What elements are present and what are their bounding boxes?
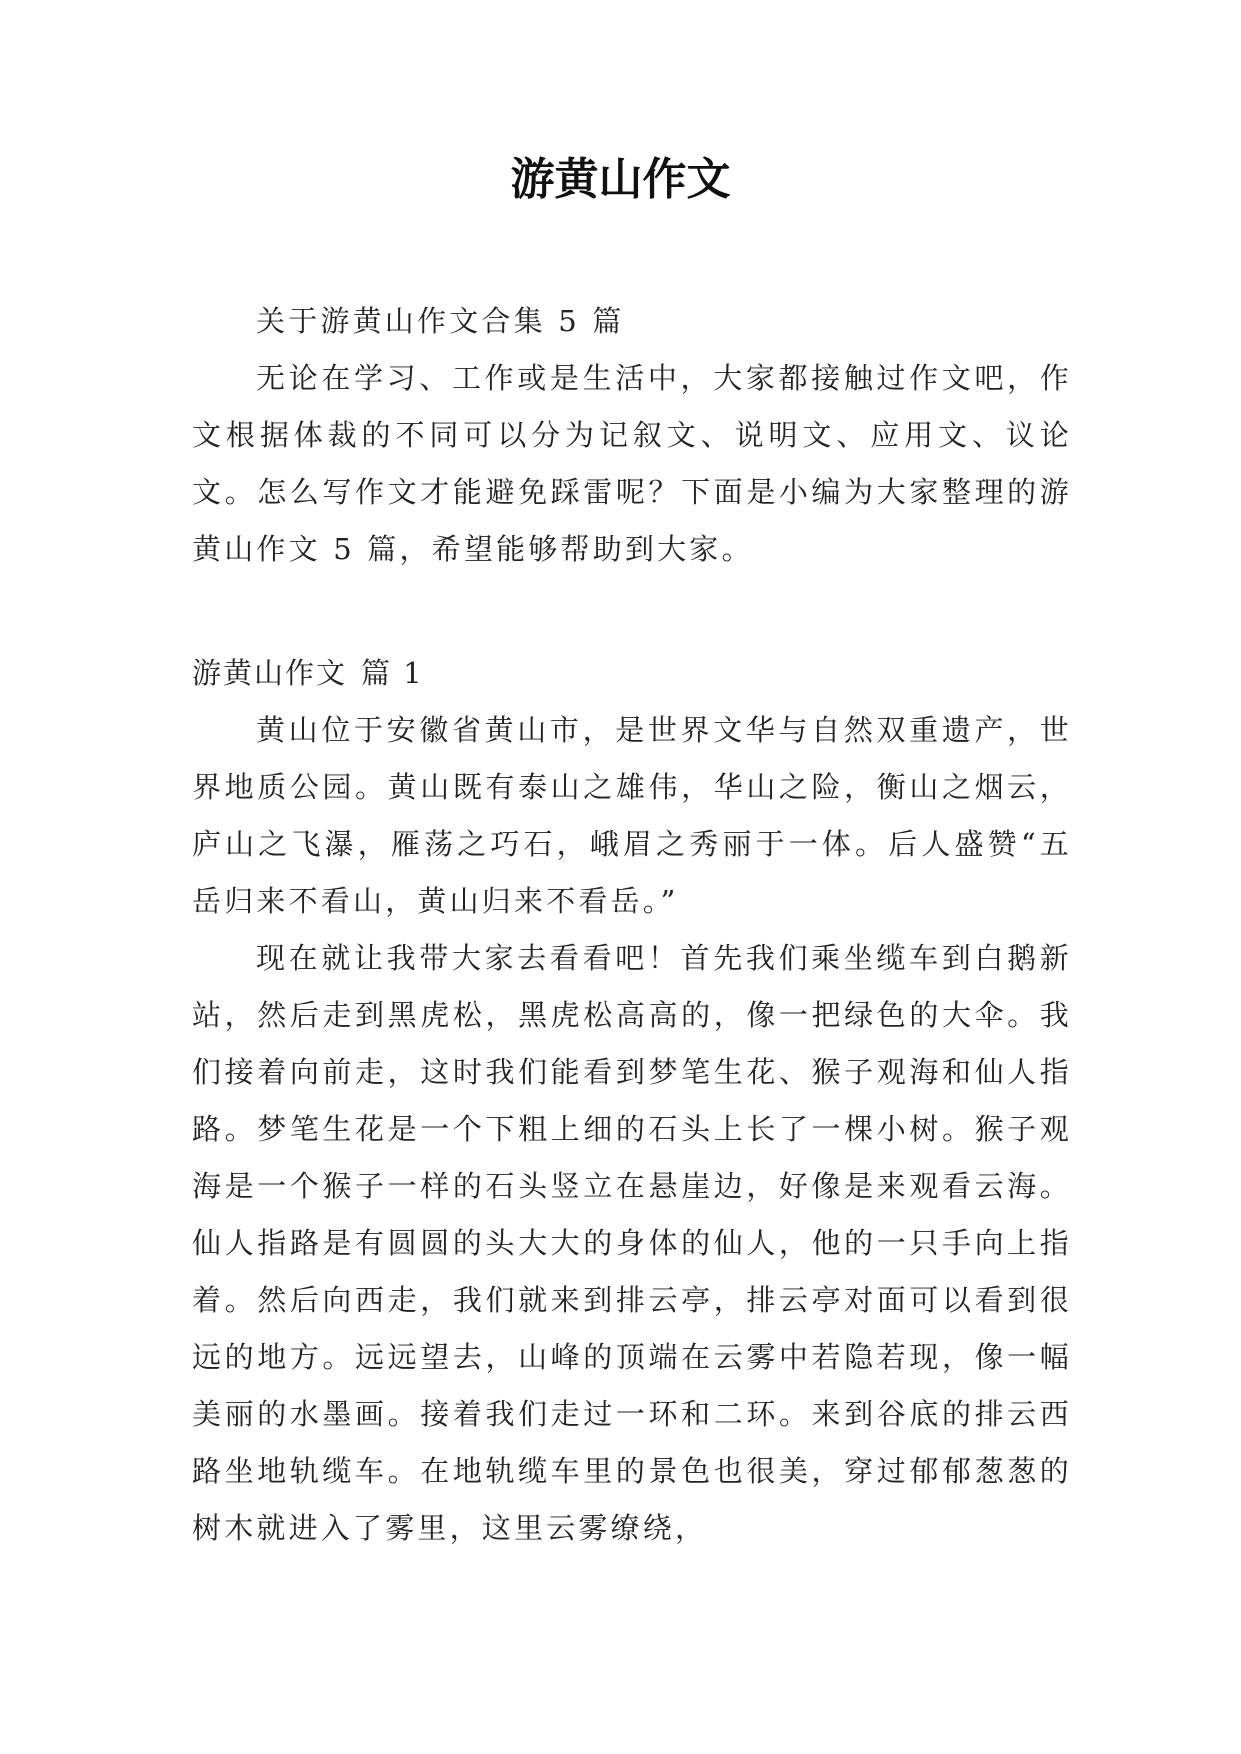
section-heading-title: 游黄山作文	[192, 656, 348, 690]
section-paragraph: 黄山位于安徽省黄山市，是世界文华与自然双重遗产，世界地质公园。黄山既有泰山之雄伟，华山之险，衡山之烟云，庐山之飞瀑，雁荡之巧石，峨眉之秀丽于一体。后人盛赞“五岳归来不看山，黄山归来不看岳。”	[192, 713, 1072, 918]
intro-subtitle: 关于游黄山作文合集 5 篇	[256, 304, 625, 338]
section-1	[192, 645, 1072, 1557]
section-heading	[192, 645, 1072, 702]
section-paragraph: 现在就让我带大家去看看吧！首先我们乘坐缆车到白鹅新站，然后走到黑虎松，黑虎松高高的，像一把绿色的大伞。我们接着向前走，这时我们能看到梦笔生花、猴子观海和仙人指路。梦笔生花是一个下粗上细的石头上长了一棵小树。猴子观海是一个猴子一样的石头竖立在悬崖边，好像是来观看云海。仙人指路是有圆圆的头大大的身体的仙人，他的一只手向上指着。然后向西走，我们就来到排云亭，排云亭对面可以看到很远的地方。远远望去，山峰的顶端在云雾中若隐若现，像一幅美丽的水墨画。接着我们走过一环和二环。来到谷底的排云西路坐地轨缆车。在地轨缆车里的景色也很美，穿过郁郁葱葱的树木就进入了雾里，这里云雾缭绕，	[192, 941, 1072, 1545]
section-heading-number: 篇 1	[361, 656, 424, 690]
document-title: 游黄山作文	[510, 154, 731, 205]
intro-paragraph: 无论在学习、工作或是生活中，大家都接触过作文吧，作文根据体裁的不同可以分为记叙文、说明文、应用文、议论文。怎么写作文才能避免踩雷呢？下面是小编为大家整理的游黄山作文 5 篇，希望能够帮助到大家。	[192, 361, 1072, 566]
intro-section	[192, 293, 1072, 578]
